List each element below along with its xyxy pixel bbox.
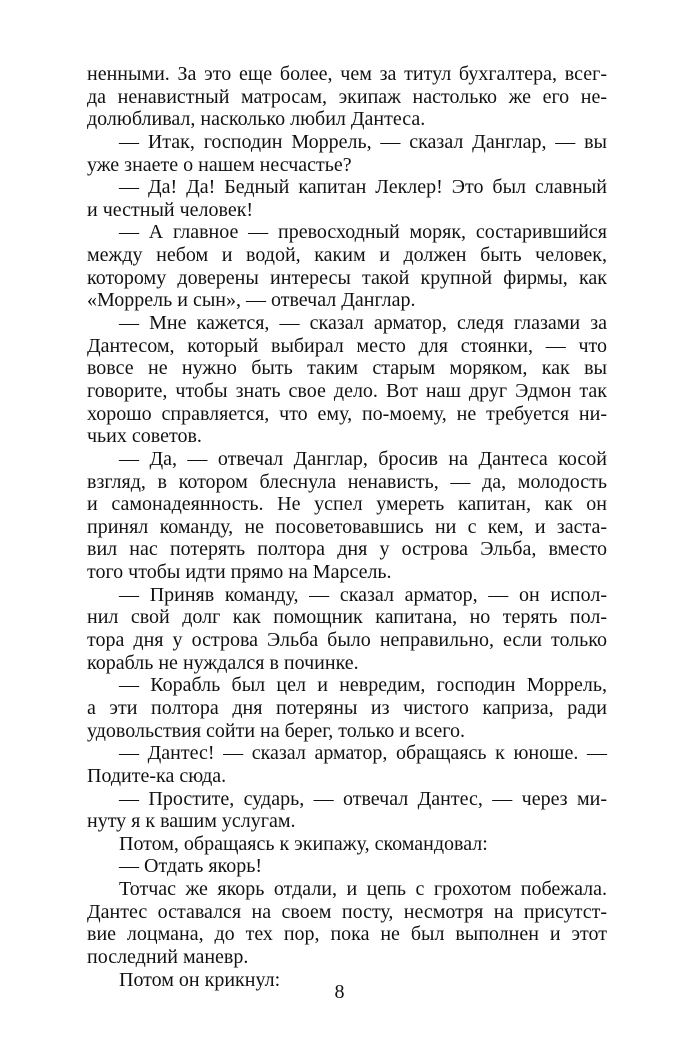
text-line: вие лоцмана, до тех пор, пока не был выполнен и этот — [87, 923, 607, 946]
text-line: того чтобы идти прямо на Марсель. — [87, 561, 392, 584]
text-line: тора дня у острова Эльба было неправильно, если только — [87, 629, 607, 652]
text-line: а эти полтора дня потеряны из чистого каприза, ради — [87, 696, 607, 719]
text-line: Потом, обращаясь к экипажу, скомандовал: — [119, 832, 488, 855]
text-line: нил свой долг как помощник капитана, но терять пол- — [87, 606, 607, 629]
text-line: и честный человек! — [87, 198, 254, 221]
text-line: — А главное — превосходный моряк, состарившийся — [119, 221, 607, 244]
text-line: — Отдать якорь! — [119, 855, 262, 878]
text-line: — Приняв команду, — сказал арматор, — он испол- — [119, 583, 607, 606]
text-line: да ненавистный матросам, экипаж настолько же его не- — [87, 85, 607, 108]
text-line: — Мне кажется, — сказал арматор, следя глазами за — [119, 312, 607, 335]
text-line: говорите, чтобы знать свое дело. Вот наш друг Эдмон так — [87, 379, 607, 402]
text-line: — Итак, господин Моррель, — сказал Данглар, — вы — [119, 130, 607, 153]
text-line: последний маневр. — [87, 945, 249, 968]
text-line: вовсе не нужно быть таким старым моряком, как вы — [87, 357, 607, 380]
page-number: 8 — [334, 981, 345, 1003]
text-line: и самонадеянность. Не успел умереть капитан, как он — [87, 493, 607, 516]
text-line: принял команду, не посоветовавшись ни с кем, и заста- — [87, 515, 607, 538]
text-line: — Корабль был цел и невредим, господин Моррель, — [119, 674, 607, 697]
text-line: взгляд, в котором блеснула ненависть, — да, молодость — [87, 470, 607, 493]
text-line: — Да, — отвечал Данглар, бросив на Дантеса косой — [119, 447, 607, 470]
text-line: Дантесом, который выбирал место для стоянки, — что — [87, 334, 607, 357]
text-line: нуту я к вашим услугам. — [87, 810, 296, 833]
text-line: — Дантес! — сказал арматор, обращаясь к юноше. — — [119, 742, 607, 765]
text-line: Тотчас же якорь отдали, и цепь с грохотом побежала. — [119, 878, 607, 901]
text-line: между небом и водой, каким и должен быть человек, — [87, 244, 607, 267]
text-line: корабль не нуждался в починке. — [87, 651, 359, 674]
text-line: удовольствия сойти на берег, только и всего. — [87, 719, 465, 742]
text-line: — Да! Да! Бедный капитан Леклер! Это был славный — [119, 176, 607, 199]
text-line: Потом он крикнул: — [119, 968, 281, 991]
text-line: «Моррель и сын», — отвечал Данглар. — [87, 289, 416, 312]
text-line: Подите-ка сюда. — [87, 764, 227, 787]
text-line: уже знаете о нашем несчастье? — [87, 153, 352, 176]
text-line: чьих советов. — [87, 425, 202, 448]
text-line: вил нас потерять полтора дня у острова Эльба, вместо — [87, 538, 607, 561]
body-text — [87, 63, 607, 991]
text-line: — Простите, сударь, — отвечал Дантес, — через ми- — [119, 787, 607, 810]
text-line: ненными. За это еще более, чем за титул бухгалтера, всег- — [87, 63, 607, 85]
text-line: которому доверены интересы такой крупной фирмы, как — [87, 266, 607, 289]
text-line: Дантес оставался на своем посту, несмотря на присутст- — [87, 900, 607, 923]
text-line: хорошо справляется, что ему, по-моему, не требуется ни- — [87, 402, 607, 425]
text-line: долюбливал, насколько любил Дантеса. — [87, 108, 426, 131]
